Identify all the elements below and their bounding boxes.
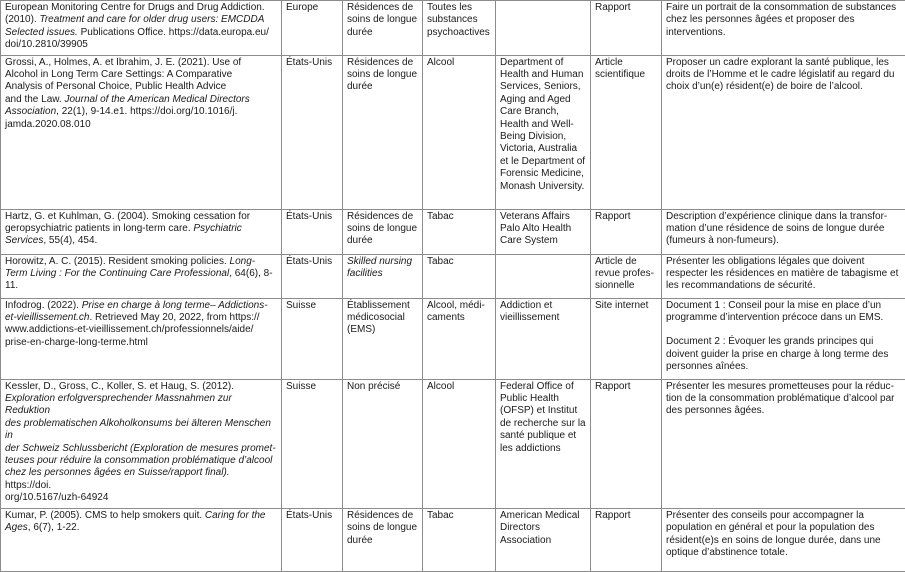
reference-line [5, 2, 277, 14]
reference-text: Kumar, P. (2005). CMS to help smokers quit. [5, 510, 202, 521]
objective-text: Document 2 : Évoquer les grands principes qui doivent guider la prise en charge à long terme des personnes aînées. [666, 336, 901, 373]
reference-line [5, 57, 277, 69]
reference-text: prise-en-charge-long-terme.html [5, 337, 148, 348]
objective-cell [662, 298, 905, 379]
reference-line [5, 393, 277, 418]
paragraph-gap [666, 324, 901, 336]
objective-text: Présenter des conseils pour accompagner la population en général et pour la population des résident(e)s en soins de longue durée, dans une optique d’abstinence totale. [666, 510, 901, 560]
reference-line [5, 94, 277, 106]
reference-text: jamda.2020.08.010 [5, 119, 91, 130]
setting-cell: Résidences de soins de longue durée [343, 55, 423, 209]
setting-cell: Établissement médicosocial (EMS) [343, 298, 423, 379]
objective-text: Présenter les mesures prometteuses pour la réduction de la consommation problématique d’alcool par des personnes âgées. [666, 381, 901, 418]
setting-cell: Résidences de soins de longue durée [343, 1, 423, 56]
reference-text: Hartz, G. et Kuhlman, G. (2004). Smoking cessation for [5, 211, 250, 222]
reference-text: and the Law. [5, 94, 62, 105]
reference-text: chez les personnes âgées en Suisse/rapport final). [5, 467, 230, 478]
table-row [1, 55, 905, 209]
objective-text: Description d’expérience clinique dans la transformation d’une résidence de soins de longue durée (fumeurs à non-fumeurs). [666, 211, 901, 248]
reference-text: European Monitoring Centre for Drugs and Drug Addiction. [5, 2, 265, 13]
reference-line [5, 223, 277, 235]
reference-line [5, 381, 277, 393]
country-cell: Suisse [282, 298, 343, 379]
country-cell: Europe [282, 1, 343, 56]
objective-text: Proposer un cadre explorant la santé publique, les droits de l’Homme et le cadre législatif au regard du choix d’un(e) résident(e) de boire de l’alcool. [666, 57, 901, 94]
country-cell: États-Unis [282, 209, 343, 254]
reference-line [5, 69, 277, 81]
organisation-cell: Veterans Affairs Palo Alto Health Care System [496, 209, 591, 254]
reference-line [5, 324, 277, 336]
objective-cell [662, 254, 905, 298]
substance-cell: Tabac [423, 209, 496, 254]
table-row [1, 298, 905, 379]
reference-text: Ages [5, 522, 28, 533]
document-type-cell: Article de revue professionnelle [591, 254, 662, 298]
reference-text: Association [5, 106, 56, 117]
reference-text: des problematischen Alkoholkonsums bei älteren Menschen in [5, 418, 271, 441]
reference-text: Term Living : For the Continuing Care Professional [5, 268, 229, 279]
reference-line [5, 268, 277, 293]
reference-text: doi/10.2810/39905 [5, 39, 88, 50]
reference-text: Caring for the [202, 510, 265, 521]
reference-line [5, 235, 277, 247]
reference-text: Horowitz, A. C. (2015). Resident smoking policies. [5, 256, 227, 267]
reference-text: Publications Office. https://data.europa.eu/ [78, 27, 269, 38]
reference-line [5, 455, 277, 467]
table-row [1, 379, 905, 508]
reference-text: Infodrog. (2022). [5, 300, 79, 311]
table-row [1, 209, 905, 254]
reference-line [5, 337, 277, 349]
reference-text: et-vieillissement.ch [5, 312, 89, 323]
country-cell: Suisse [282, 379, 343, 508]
reference-text: (2010). [5, 14, 37, 25]
reference-line [5, 81, 277, 93]
setting-cell: Résidences de soins de longue durée [343, 508, 423, 571]
document-type-cell: Rapport [591, 508, 662, 571]
objective-cell [662, 379, 905, 508]
reference-text: org/10.5167/uzh-64924 [5, 492, 108, 503]
substance-cell: Tabac [423, 254, 496, 298]
reference-line [5, 119, 277, 131]
reference-text: Analysis of Personal Choice, Public Health Advice [5, 81, 226, 92]
objective-text: Présenter les obligations légales que doivent respecter les résidences en matière de tabagisme et les recommandations de sécurité. [666, 256, 901, 293]
objective-cell [662, 55, 905, 209]
organisation-cell: Addiction et vieillissement [496, 298, 591, 379]
reference-text: Psychiatric [191, 223, 242, 234]
reference-text: Long- [227, 256, 255, 267]
substance-cell: Tabac [423, 508, 496, 571]
reference-text: , 22(1), 9-14.e1. https://doi.org/10.1016/j. [56, 106, 237, 117]
table-row [1, 254, 905, 298]
reference-line [5, 106, 277, 118]
reference-cell [1, 1, 282, 56]
setting-cell: Résidences de soins de longue durée [343, 209, 423, 254]
document-type-cell: Rapport [591, 1, 662, 56]
objective-cell [662, 209, 905, 254]
substance-cell: Alcool [423, 55, 496, 209]
table-body [1, 1, 905, 572]
reference-text: Prise en charge à long terme– Addictions- [79, 300, 268, 311]
reference-cell [1, 209, 282, 254]
reference-line [5, 312, 277, 324]
reference-text: der Schweiz Schlussbericht (Exploration de mesures promet- [5, 443, 276, 454]
country-cell: États-Unis [282, 254, 343, 298]
reference-cell [1, 254, 282, 298]
country-cell: États-Unis [282, 508, 343, 571]
substance-cell: Alcool [423, 379, 496, 508]
reference-line [5, 14, 277, 26]
reference-text: , 64(6), 8-11. [5, 268, 273, 291]
substance-cell: Alcool, médicaments [423, 298, 496, 379]
organisation-cell [496, 1, 591, 56]
table-row [1, 1, 905, 56]
document-type-cell: Rapport [591, 209, 662, 254]
organisation-cell: American Medical Directors Association [496, 508, 591, 571]
organisation-cell [496, 254, 591, 298]
reference-text: . Retrieved May 20, 2022, from https:// [89, 312, 259, 323]
objective-text: Document 1 : Conseil pour la mise en place d’un programme d’intervention précoce dans un EMS. [666, 300, 901, 325]
reference-cell [1, 379, 282, 508]
reference-text: Exploration erfolgversprechender Massnahmen zur Reduktion [5, 393, 232, 416]
reference-line [5, 443, 277, 455]
setting-cell: Skilled nursing facilities [343, 254, 423, 298]
reference-text: Alcohol in Long Term Care Settings: A Comparative [5, 69, 232, 80]
reference-line [5, 522, 277, 534]
objective-cell [662, 508, 905, 571]
substance-cell: Toutes les substances psychoactives [423, 1, 496, 56]
document-type-cell: Article scientifique [591, 55, 662, 209]
reference-line [5, 27, 277, 39]
reference-text: teuses pour réduire la consommation problématique d’alcool [5, 455, 272, 466]
reference-line [5, 492, 277, 504]
reference-text: https://doi. [5, 480, 51, 491]
reference-line [5, 39, 277, 51]
reference-line [5, 211, 277, 223]
table-row [1, 508, 905, 571]
reference-cell [1, 298, 282, 379]
reference-line [5, 256, 277, 268]
reference-cell [1, 508, 282, 571]
objective-cell [662, 1, 905, 56]
reference-cell [1, 55, 282, 209]
reference-text: Treatment and care for older drug users: EMCDDA [37, 14, 265, 25]
country-cell: États-Unis [282, 55, 343, 209]
setting-cell: Non précisé [343, 379, 423, 508]
reference-text: Services [5, 235, 43, 246]
document-type-cell: Rapport [591, 379, 662, 508]
reference-line [5, 300, 277, 312]
objective-text: Faire un portrait de la consommation de substances chez les personnes âgées et proposer des interventions. [666, 2, 901, 39]
reference-text: Grossi, A., Holmes, A. et Ibrahim, J. E. (2021). Use of [5, 57, 241, 68]
reference-text: Journal of the American Medical Directors [62, 94, 250, 105]
reference-text: www.addictions-et-vieillissement.ch/professionnels/aide/ [5, 324, 253, 335]
reference-line [5, 467, 277, 492]
reference-text: Kessler, D., Gross, C., Koller, S. et Haug, S. (2012). [5, 381, 234, 392]
organisation-cell: Federal Office of Public Health (OFSP) et Institut de recherche sur la santé publique et les addictions [496, 379, 591, 508]
document-type-cell: Site internet [591, 298, 662, 379]
reference-line [5, 418, 277, 443]
organisation-cell: Department of Health and Human Services, Seniors, Aging and Aged Care Branch, Health and Well-Being Division, Victoria, Australia et le Department of Forensic Medicine, Monash University. [496, 55, 591, 209]
reference-line [5, 510, 277, 522]
reference-text: , 6(7), 1-22. [28, 522, 80, 533]
reference-text: , 55(4), 454. [43, 235, 97, 246]
reference-text: Selected issues. [5, 27, 78, 38]
reference-text: geropsychiatric patients in long-term care. [5, 223, 191, 234]
